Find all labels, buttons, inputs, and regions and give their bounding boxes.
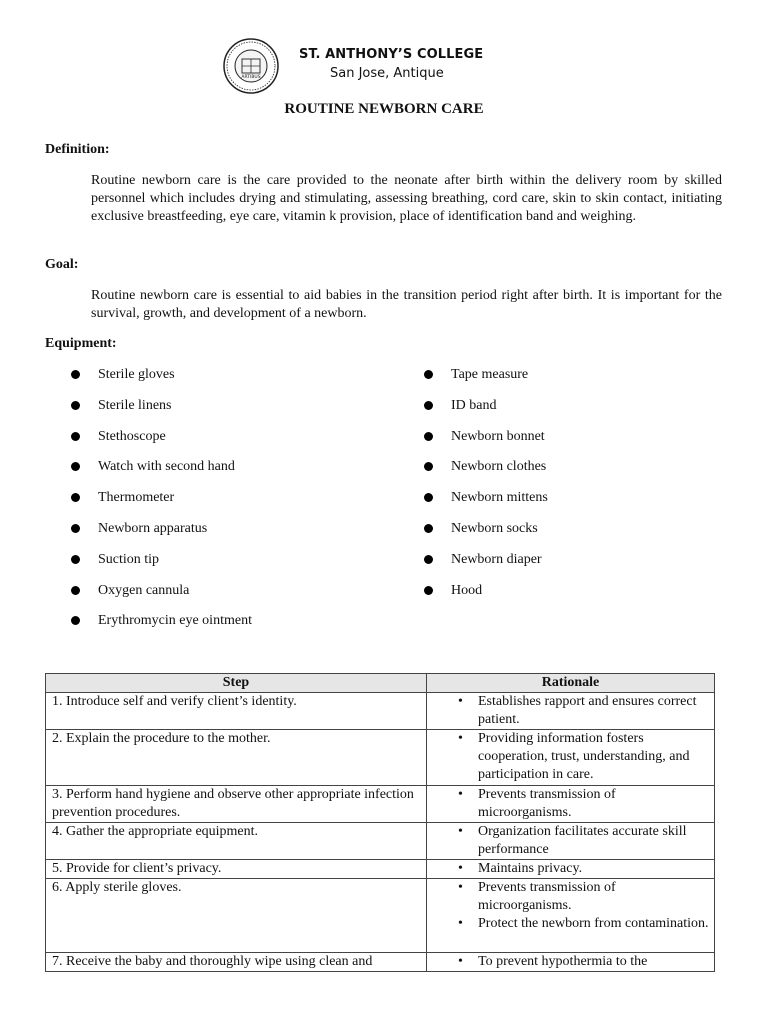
table-row — [46, 953, 715, 972]
table-row — [46, 860, 715, 879]
bullet-icon — [71, 432, 80, 441]
bullet-icon: • — [458, 954, 463, 969]
page-title: ROUTINE NEWBORN CARE — [284, 101, 484, 117]
table-row — [46, 786, 715, 823]
bullet-icon — [424, 401, 433, 410]
list-item: Erythromycin eye ointment — [71, 612, 252, 643]
bullet-icon — [424, 370, 433, 379]
step-column-header: Step — [46, 674, 427, 693]
step-cell: 3. Perform hand hygiene and observe other appropriate infection prevention procedures. — [46, 786, 427, 823]
list-item: ID band — [424, 397, 548, 428]
equipment-list-left — [71, 366, 252, 643]
table-header-row — [46, 674, 715, 693]
bullet-icon — [424, 462, 433, 471]
step-cell: 2. Explain the procedure to the mother. — [46, 730, 427, 786]
list-item: Hood — [424, 582, 548, 613]
step-cell: 5. Provide for client’s privacy. — [46, 860, 427, 879]
rationale-cell — [427, 786, 715, 823]
list-item: Newborn diaper — [424, 551, 548, 582]
list-item: Oxygen cannula — [71, 582, 252, 613]
list-item: • Establishes rapport and ensures correct patient. — [458, 694, 697, 727]
rationale-cell — [427, 860, 715, 879]
table-row — [46, 823, 715, 860]
list-item: Newborn socks — [424, 520, 548, 551]
step-cell: 4. Gather the appropriate equipment. — [46, 823, 427, 860]
list-item: • Prevents transmission of microorganisms. — [458, 880, 616, 913]
college-name: ST. ANTHONY’S COLLEGE — [299, 47, 484, 62]
goal-text: Routine newborn care is essential to aid babies in the transition period right after birth. It is important for the survival, growth, and development of a newborn. — [91, 288, 722, 321]
definition-text: Routine newborn care is the care provided to the neonate after birth within the delivery room by skilled personnel which includes drying and stimulating, assessing breathing, cord care, skin to skin contact, initiating exclusive breastfeeding, eye care, vitamin k provision, place of identification band and weighing. — [91, 173, 722, 224]
bullet-icon — [71, 401, 80, 410]
rationale-cell — [427, 693, 715, 730]
list-item: Newborn mittens — [424, 489, 548, 520]
list-item: Thermometer — [71, 489, 252, 520]
table-row — [46, 879, 715, 953]
definition-heading: Definition: — [45, 142, 110, 157]
goal-heading: Goal: — [45, 257, 79, 272]
bullet-icon — [424, 586, 433, 595]
rationale-column-header: Rationale — [427, 674, 715, 693]
bullet-icon: • — [458, 824, 463, 839]
list-item: Watch with second hand — [71, 458, 252, 489]
bullet-icon — [424, 524, 433, 533]
list-item: • Prevents transmission of microorganisms. — [458, 787, 616, 820]
bullet-icon — [71, 524, 80, 533]
table-row — [46, 693, 715, 730]
list-item: Newborn apparatus — [71, 520, 252, 551]
list-item: • Organization facilitates accurate skill performance — [458, 824, 687, 857]
list-item: • Protect the newborn from contamination. — [458, 916, 709, 931]
bullet-icon: • — [458, 861, 463, 876]
bullet-icon: • — [458, 880, 463, 895]
list-item: Stethoscope — [71, 428, 252, 459]
list-item: • Maintains privacy. — [458, 861, 583, 876]
list-item: • Providing information fosters cooperation, trust, understanding, and participation in care. — [458, 731, 690, 782]
step-cell: 1. Introduce self and verify client’s identity. — [46, 693, 427, 730]
bullet-icon: • — [458, 731, 463, 746]
bullet-icon — [71, 555, 80, 564]
rationale-cell — [427, 879, 715, 953]
list-item: Sterile linens — [71, 397, 252, 428]
step-cell: 6. Apply sterile gloves. — [46, 879, 427, 953]
bullet-icon — [71, 586, 80, 595]
procedure-table — [45, 673, 715, 972]
equipment-list-right — [424, 366, 548, 612]
list-item: Newborn clothes — [424, 458, 548, 489]
list-item: Sterile gloves — [71, 366, 252, 397]
college-seal-icon — [223, 38, 279, 94]
bullet-icon — [71, 616, 80, 625]
bullet-icon — [71, 370, 80, 379]
svg-text:ARTIBUS: ARTIBUS — [241, 75, 261, 80]
bullet-icon: • — [458, 694, 463, 709]
list-item: Newborn bonnet — [424, 428, 548, 459]
list-item: Tape measure — [424, 366, 548, 397]
bullet-icon: • — [458, 787, 463, 802]
list-item: Suction tip — [71, 551, 252, 582]
bullet-icon — [424, 432, 433, 441]
college-location: San Jose, Antique — [330, 66, 444, 81]
rationale-cell — [427, 953, 715, 972]
table-row — [46, 730, 715, 786]
bullet-icon — [424, 555, 433, 564]
equipment-heading: Equipment: — [45, 336, 117, 351]
step-cell: 7. Receive the baby and thoroughly wipe using clean and — [46, 953, 427, 972]
bullet-icon — [424, 493, 433, 502]
rationale-cell — [427, 730, 715, 786]
bullet-icon: • — [458, 916, 463, 931]
list-item: • To prevent hypothermia to the — [458, 954, 648, 969]
rationale-cell — [427, 823, 715, 860]
bullet-icon — [71, 462, 80, 471]
bullet-icon — [71, 493, 80, 502]
